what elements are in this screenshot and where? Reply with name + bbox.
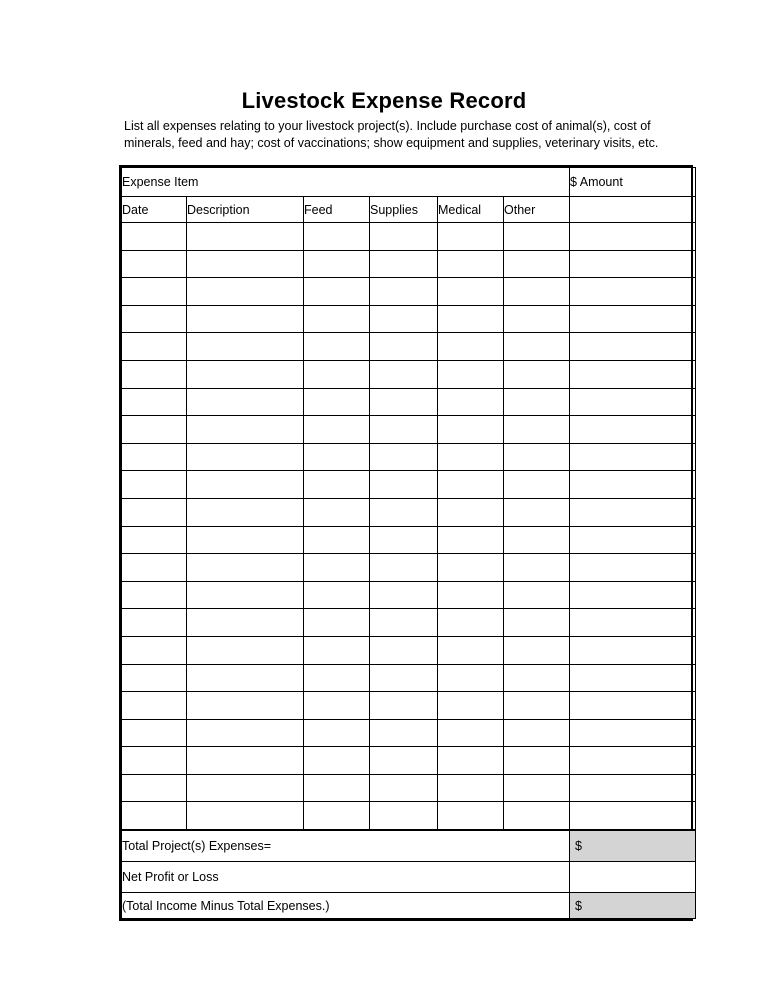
net-profit-row — [122, 862, 696, 893]
cell-amount[interactable] — [570, 250, 696, 278]
cell-description[interactable] — [187, 305, 304, 333]
cell-date[interactable] — [122, 692, 187, 720]
section-header-cell: Expense Item — [122, 168, 570, 197]
cell-feed[interactable] — [304, 333, 370, 361]
cell-date[interactable] — [122, 223, 187, 251]
cell-other[interactable] — [504, 802, 570, 830]
cell-amount[interactable] — [570, 692, 696, 720]
cell-supplies[interactable] — [370, 416, 438, 444]
cell-feed[interactable] — [304, 664, 370, 692]
column-header-medical: Medical — [438, 197, 504, 223]
cell-feed[interactable] — [304, 223, 370, 251]
cell-date[interactable] — [122, 636, 187, 664]
cell-supplies[interactable] — [370, 223, 438, 251]
cell-medical[interactable] — [438, 278, 504, 306]
column-header-date: Date — [122, 197, 187, 223]
cell-amount[interactable] — [570, 388, 696, 416]
cell-medical[interactable] — [438, 223, 504, 251]
cell-supplies[interactable] — [370, 278, 438, 306]
cell-other[interactable] — [504, 664, 570, 692]
cell-supplies[interactable] — [370, 471, 438, 499]
column-header-other: Other — [504, 197, 570, 223]
cell-supplies[interactable] — [370, 692, 438, 720]
cell-amount[interactable] — [570, 223, 696, 251]
cell-date[interactable] — [122, 719, 187, 747]
cell-date[interactable] — [122, 305, 187, 333]
cell-description[interactable] — [187, 278, 304, 306]
table-row — [122, 554, 696, 582]
cell-feed[interactable] — [304, 554, 370, 582]
cell-feed[interactable] — [304, 388, 370, 416]
cell-supplies[interactable] — [370, 250, 438, 278]
cell-medical[interactable] — [438, 664, 504, 692]
expense-table-outer-border — [119, 165, 693, 921]
cell-date[interactable] — [122, 388, 187, 416]
cell-amount[interactable] — [570, 471, 696, 499]
table-row — [122, 747, 696, 775]
cell-medical[interactable] — [438, 360, 504, 388]
cell-description[interactable] — [187, 388, 304, 416]
cell-feed[interactable] — [304, 802, 370, 830]
cell-feed[interactable] — [304, 498, 370, 526]
cell-feed[interactable] — [304, 471, 370, 499]
cell-supplies[interactable] — [370, 305, 438, 333]
expense-table — [121, 167, 696, 830]
cell-medical[interactable] — [438, 581, 504, 609]
cell-feed[interactable] — [304, 250, 370, 278]
cell-medical[interactable] — [438, 747, 504, 775]
cell-feed[interactable] — [304, 443, 370, 471]
cell-supplies[interactable] — [370, 636, 438, 664]
cell-supplies[interactable] — [370, 664, 438, 692]
cell-medical[interactable] — [438, 498, 504, 526]
table-row — [122, 692, 696, 720]
cell-other[interactable] — [504, 443, 570, 471]
cell-amount[interactable] — [570, 719, 696, 747]
cell-other[interactable] — [504, 692, 570, 720]
cell-other[interactable] — [504, 526, 570, 554]
cell-date[interactable] — [122, 278, 187, 306]
cell-supplies[interactable] — [370, 719, 438, 747]
cell-description[interactable] — [187, 581, 304, 609]
table-row — [122, 443, 696, 471]
cell-amount[interactable] — [570, 636, 696, 664]
cell-date[interactable] — [122, 774, 187, 802]
cell-date[interactable] — [122, 526, 187, 554]
table-row — [122, 802, 696, 830]
cell-other[interactable] — [504, 554, 570, 582]
cell-description[interactable] — [187, 471, 304, 499]
cell-date[interactable] — [122, 747, 187, 775]
cell-description[interactable] — [187, 443, 304, 471]
net-profit-value[interactable]: $ — [570, 893, 696, 919]
cell-description[interactable] — [187, 692, 304, 720]
page-title: Livestock Expense Record — [241, 88, 527, 113]
cell-amount[interactable] — [570, 581, 696, 609]
cell-other[interactable] — [504, 223, 570, 251]
column-header-feed: Feed — [304, 197, 370, 223]
amount-header-cell: $ Amount — [570, 168, 696, 197]
net-profit-note-row — [122, 893, 696, 919]
cell-date[interactable] — [122, 609, 187, 637]
table-row — [122, 305, 696, 333]
cell-feed[interactable] — [304, 609, 370, 637]
table-header-row — [122, 168, 696, 197]
cell-date[interactable] — [122, 498, 187, 526]
intro-line-1: List all expenses relating to your livestock project(s). Include purchase cost of animal(s), cost — [124, 119, 637, 133]
cell-amount[interactable] — [570, 747, 696, 775]
net-profit-note: (Total Income Minus Total Expenses.) — [122, 893, 570, 919]
cell-amount[interactable] — [570, 416, 696, 444]
cell-supplies[interactable] — [370, 802, 438, 830]
table-row — [122, 471, 696, 499]
cell-amount[interactable] — [570, 802, 696, 830]
cell-amount[interactable] — [570, 305, 696, 333]
table-row — [122, 333, 696, 361]
cell-description[interactable] — [187, 526, 304, 554]
column-header-supplies: Supplies — [370, 197, 438, 223]
cell-date[interactable] — [122, 471, 187, 499]
net-profit-blank-cell — [570, 862, 696, 893]
cell-feed[interactable] — [304, 360, 370, 388]
cell-date[interactable] — [122, 333, 187, 361]
cell-medical[interactable] — [438, 526, 504, 554]
cell-description[interactable] — [187, 554, 304, 582]
cell-description[interactable] — [187, 223, 304, 251]
cell-description[interactable] — [187, 664, 304, 692]
table-row — [122, 719, 696, 747]
net-profit-label: Net Profit or Loss — [122, 862, 570, 893]
table-row — [122, 360, 696, 388]
cell-date[interactable] — [122, 664, 187, 692]
cell-medical[interactable] — [438, 471, 504, 499]
cell-date[interactable] — [122, 360, 187, 388]
table-row — [122, 250, 696, 278]
column-header-amount-blank — [570, 197, 696, 223]
cell-description[interactable] — [187, 250, 304, 278]
cell-medical[interactable] — [438, 554, 504, 582]
column-header-description: Description — [187, 197, 304, 223]
cell-description[interactable] — [187, 802, 304, 830]
cell-medical[interactable] — [438, 774, 504, 802]
table-row — [122, 416, 696, 444]
cell-date[interactable] — [122, 802, 187, 830]
total-expenses-label: Total Project(s) Expenses= — [122, 831, 570, 862]
cell-other[interactable] — [504, 498, 570, 526]
cell-feed[interactable] — [304, 692, 370, 720]
cell-supplies[interactable] — [370, 443, 438, 471]
cell-medical[interactable] — [438, 388, 504, 416]
table-row — [122, 609, 696, 637]
cell-other[interactable] — [504, 360, 570, 388]
cell-description[interactable] — [187, 747, 304, 775]
cell-supplies[interactable] — [370, 747, 438, 775]
cell-description[interactable] — [187, 416, 304, 444]
cell-medical[interactable] — [438, 609, 504, 637]
cell-other[interactable] — [504, 719, 570, 747]
cell-date[interactable] — [122, 554, 187, 582]
cell-description[interactable] — [187, 636, 304, 664]
cell-amount[interactable] — [570, 498, 696, 526]
intro-line-2: of minerals, feed and hay; cost of vaccinations; show equipment and supplies, veterinary visits, etc. — [124, 119, 659, 150]
cell-other[interactable] — [504, 747, 570, 775]
column-header-row — [122, 197, 696, 223]
cell-medical[interactable] — [438, 333, 504, 361]
table-row — [122, 223, 696, 251]
cell-amount[interactable] — [570, 526, 696, 554]
table-row — [122, 774, 696, 802]
cell-amount[interactable] — [570, 609, 696, 637]
cell-amount[interactable] — [570, 360, 696, 388]
cell-description[interactable] — [187, 333, 304, 361]
cell-other[interactable] — [504, 471, 570, 499]
cell-supplies[interactable] — [370, 774, 438, 802]
cell-medical[interactable] — [438, 636, 504, 664]
table-row — [122, 636, 696, 664]
cell-other[interactable] — [504, 305, 570, 333]
cell-supplies[interactable] — [370, 526, 438, 554]
cell-other[interactable] — [504, 416, 570, 444]
cell-medical[interactable] — [438, 250, 504, 278]
cell-amount[interactable] — [570, 664, 696, 692]
cell-other[interactable] — [504, 278, 570, 306]
total-expenses-row — [122, 831, 696, 862]
cell-supplies[interactable] — [370, 498, 438, 526]
cell-feed[interactable] — [304, 526, 370, 554]
cell-other[interactable] — [504, 774, 570, 802]
cell-medical[interactable] — [438, 719, 504, 747]
cell-other[interactable] — [504, 636, 570, 664]
cell-date[interactable] — [122, 416, 187, 444]
total-expenses-value[interactable]: $ — [570, 831, 696, 862]
cell-supplies[interactable] — [370, 554, 438, 582]
table-row — [122, 581, 696, 609]
cell-feed[interactable] — [304, 278, 370, 306]
cell-medical[interactable] — [438, 305, 504, 333]
cell-supplies[interactable] — [370, 360, 438, 388]
cell-description[interactable] — [187, 609, 304, 637]
cell-other[interactable] — [504, 388, 570, 416]
cell-date[interactable] — [122, 581, 187, 609]
cell-description[interactable] — [187, 498, 304, 526]
cell-feed[interactable] — [304, 774, 370, 802]
cell-feed[interactable] — [304, 636, 370, 664]
cell-medical[interactable] — [438, 802, 504, 830]
cell-date[interactable] — [122, 443, 187, 471]
cell-supplies[interactable] — [370, 581, 438, 609]
cell-description[interactable] — [187, 360, 304, 388]
intro-text — [124, 118, 686, 152]
cell-other[interactable] — [504, 581, 570, 609]
cell-supplies[interactable] — [370, 333, 438, 361]
cell-supplies[interactable] — [370, 609, 438, 637]
cell-amount[interactable] — [570, 443, 696, 471]
cell-feed[interactable] — [304, 305, 370, 333]
cell-medical[interactable] — [438, 692, 504, 720]
cell-description[interactable] — [187, 774, 304, 802]
cell-feed[interactable] — [304, 747, 370, 775]
cell-date[interactable] — [122, 250, 187, 278]
table-row — [122, 664, 696, 692]
cell-description[interactable] — [187, 719, 304, 747]
cell-other[interactable] — [504, 250, 570, 278]
expense-table-wrapper — [119, 165, 693, 921]
cell-amount[interactable] — [570, 278, 696, 306]
cell-feed[interactable] — [304, 416, 370, 444]
cell-other[interactable] — [504, 333, 570, 361]
table-row — [122, 278, 696, 306]
cell-feed[interactable] — [304, 581, 370, 609]
cell-medical[interactable] — [438, 443, 504, 471]
cell-feed[interactable] — [304, 719, 370, 747]
cell-supplies[interactable] — [370, 388, 438, 416]
cell-amount[interactable] — [570, 333, 696, 361]
cell-medical[interactable] — [438, 416, 504, 444]
cell-other[interactable] — [504, 609, 570, 637]
table-row — [122, 388, 696, 416]
table-row — [122, 526, 696, 554]
cell-amount[interactable] — [570, 554, 696, 582]
cell-amount[interactable] — [570, 774, 696, 802]
totals-table — [121, 830, 696, 919]
table-row — [122, 498, 696, 526]
